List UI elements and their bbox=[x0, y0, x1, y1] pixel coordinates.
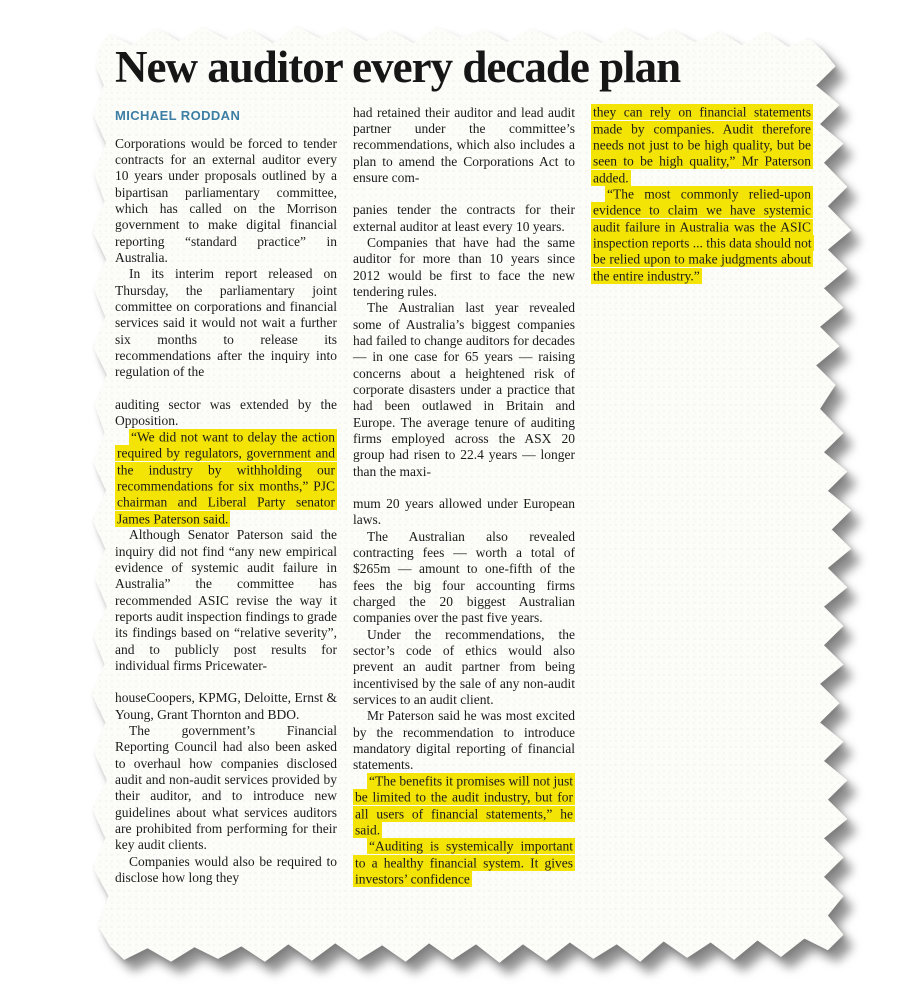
article-column-3 bbox=[591, 105, 813, 285]
paragraph bbox=[353, 202, 575, 235]
paragraph bbox=[353, 105, 575, 187]
highlighted-text: “The benefits it promises will not just be limited to the audit industry, but for all users of financial statements,” he said. bbox=[355, 773, 573, 838]
paragraph bbox=[591, 186, 813, 284]
body-text: Companies that have had the same auditor for more than 10 years since 2012 would be first to face the new tendering rules. bbox=[353, 235, 575, 300]
paragraph bbox=[115, 854, 337, 887]
body-text: auditing sector was extended by the Opposition. bbox=[115, 396, 337, 429]
paragraph bbox=[353, 496, 575, 529]
paragraph bbox=[115, 136, 337, 267]
highlighted-text: they can rely on financial statements made by companies. Audit therefore needs not just to be high quality, but be seen to be high quality,” Mr Paterson added. bbox=[593, 104, 811, 186]
article-columns bbox=[115, 105, 815, 888]
paragraph bbox=[115, 429, 337, 527]
paragraph bbox=[591, 105, 813, 187]
paragraph bbox=[115, 397, 337, 430]
paragraph bbox=[115, 266, 337, 380]
body-text: The government’s Financial Reporting Council had also been asked to overhaul how companies disclosed audit and non-audit services provided by their auditor, and to introduce new guidelines about what services auditors are prohibited from performing for their key audit clients. bbox=[115, 722, 337, 853]
body-text: Mr Paterson said he was most excited by the recommendation to introduce mandatory digital reporting of financial statements. bbox=[353, 708, 575, 773]
article-column-2 bbox=[353, 105, 575, 888]
body-text: Companies would also be required to disclose how long they bbox=[115, 853, 337, 885]
paragraph bbox=[353, 627, 575, 709]
paragraph bbox=[115, 690, 337, 723]
article-headline: New auditor every decade plan bbox=[115, 42, 681, 92]
body-text: The Australian also revealed contracting fees — worth a total of $265m — amount to one-fifth of the fees the big four accounting firms charged the 20 biggest Australian companies over the past five years. bbox=[353, 528, 575, 626]
article-byline: MICHAEL RODDAN bbox=[115, 107, 241, 123]
body-text: panies tender the contracts for their external auditor at least every 10 years. bbox=[353, 202, 575, 234]
paragraph bbox=[353, 839, 575, 888]
paragraph bbox=[353, 708, 575, 773]
highlighted-text: “We did not want to delay the action required by regulators, government and the industry by withholding our recommendations for six months,” PJC chairman and Liberal Party senator James Paterson said. bbox=[117, 429, 335, 527]
body-text: Although Senator Paterson said the inquiry did not find “any new empirical evidence of systemic audit failure in Australia” the committee has recommended ASIC revise the way it reports audit inspection findings to grade its findings based on “relative severity”, and to publicly post results for individual firms Pricewater- bbox=[115, 527, 337, 673]
article-content bbox=[115, 44, 815, 888]
paragraph bbox=[353, 235, 575, 300]
body-text: The Australian last year revealed some of Australia’s biggest companies had failed to change auditors for decades — in one case for 65 years — raising concerns about a heightened risk of corporate disasters under a practice that had been outlawed in Britain and Europe. The average tenure of auditing firms employed across the ASX 20 group had risen to 22.4 years — longer than the maxi- bbox=[353, 300, 575, 479]
body-text: In its interim report released on Thursday, the parliamentary joint committee on corporations and financial services said it would not wait a further six months to release its recommendations after the inquiry into regulation of the bbox=[115, 266, 337, 380]
body-text: houseCoopers, KPMG, Deloitte, Ernst & Young, Grant Thornton and BDO. bbox=[115, 690, 337, 722]
body-text: mum 20 years allowed under European laws. bbox=[353, 496, 575, 528]
body-text: Corporations would be forced to tender contracts for an external auditor every 10 years under proposals outlined by a bipartisan parliamentary committee, which has called on the Morrison government to make digital financial reporting “standard practice” in Australia. bbox=[115, 135, 337, 266]
paragraph bbox=[353, 300, 575, 480]
paragraph bbox=[115, 723, 337, 854]
article-column-1 bbox=[115, 105, 337, 886]
body-text: Under the recommendations, the sector’s code of ethics would also prevent an audit partner from being incentivised by the sale of any non-audit services to an audit client. bbox=[353, 626, 575, 707]
highlighted-text: “The most commonly relied-upon evidence to claim we have systemic audit failure in Australia was the ASIC inspection reports ... this data should not be relied upon to make judgments about the entire industry.” bbox=[593, 186, 812, 284]
highlighted-text: “Auditing is systemically important to a healthy financial system. It gives investors’ confidence bbox=[355, 838, 573, 887]
paragraph bbox=[353, 529, 575, 627]
body-text: had retained their auditor and lead audit partner under the committee’s recommendations, which also includes a plan to amend the Corporations Act to ensure com- bbox=[353, 104, 575, 186]
paragraph bbox=[353, 774, 575, 839]
paragraph bbox=[115, 527, 337, 674]
